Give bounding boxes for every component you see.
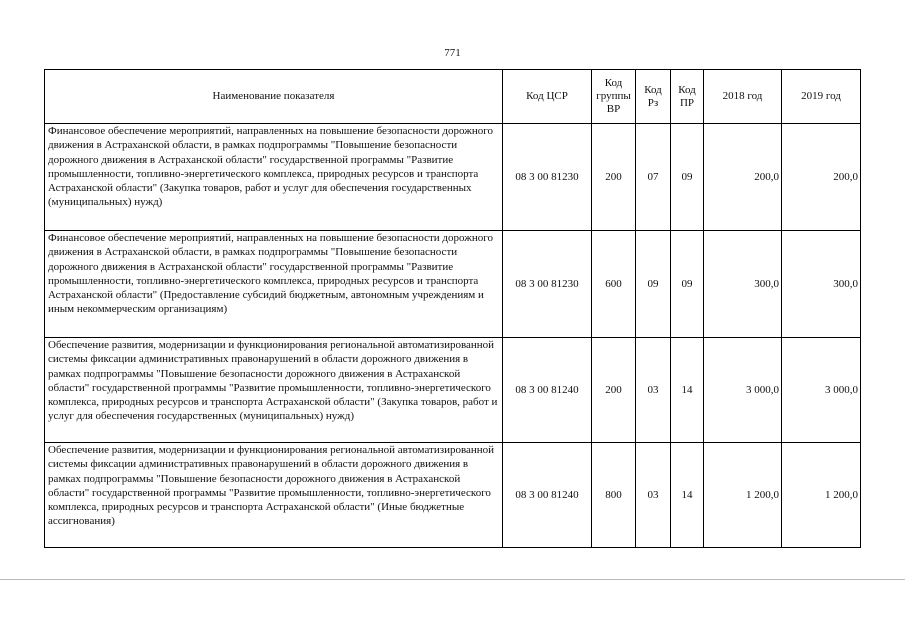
row-2018: 300,0 <box>704 231 782 338</box>
row-2018: 200,0 <box>704 124 782 231</box>
row-csr: 08 3 00 81240 <box>503 443 592 548</box>
header-pr: Код ПР <box>671 70 704 124</box>
header-csr: Код ЦСР <box>503 70 592 124</box>
row-vr: 200 <box>592 338 636 443</box>
row-2019: 3 000,0 <box>782 338 861 443</box>
header-vr: Код группы ВР <box>592 70 636 124</box>
table-row <box>45 231 861 338</box>
header-2018: 2018 год <box>704 70 782 124</box>
row-name: Обеспечение развития, модернизации и функционирования региональной автоматизированной системы фиксации административных правонарушений в области дорожного движения в рамках подпрограммы "Повышение безопасности дорожного движения в Астраханской области" государственной программы "Развитие промышленности, топливно-энергетического комплекса, природных ресурсов и транспорта Астраханской области" (Закупка товаров, работ и услуг для обеспечения государственных (муниципальных) нужд) <box>45 338 503 443</box>
page-bottom-divider <box>0 579 905 580</box>
row-pr: 14 <box>671 338 704 443</box>
row-rz: 09 <box>636 231 671 338</box>
row-2019: 1 200,0 <box>782 443 861 548</box>
row-2019: 300,0 <box>782 231 861 338</box>
row-2018: 3 000,0 <box>704 338 782 443</box>
page-number: 771 <box>444 47 461 59</box>
row-csr: 08 3 00 81240 <box>503 338 592 443</box>
row-csr: 08 3 00 81230 <box>503 124 592 231</box>
row-name: Финансовое обеспечение мероприятий, направленных на повышение безопасности дорожного движения в Астраханской области, в рамках подпрограммы "Повышение безопасности дорожного движения в Астраханской области" государственной программы "Развитие промышленности, топливно-энергетического комплекса, природных ресурсов и транспорта Астраханской области" (Закупка товаров, работ и услуг для обеспечения государственных (муниципальных) нужд) <box>45 124 503 231</box>
row-2019: 200,0 <box>782 124 861 231</box>
row-pr: 14 <box>671 443 704 548</box>
row-csr: 08 3 00 81230 <box>503 231 592 338</box>
row-rz: 07 <box>636 124 671 231</box>
header-row <box>45 70 861 124</box>
row-vr: 800 <box>592 443 636 548</box>
table-row <box>45 443 861 548</box>
header-rz: Код Рз <box>636 70 671 124</box>
budget-table <box>44 69 861 548</box>
row-name: Обеспечение развития, модернизации и функционирования региональной автоматизированной системы фиксации административных правонарушений в области дорожного движения в рамках подпрограммы "Повышение безопасности дорожного движения в Астраханской области" государственной программы "Развитие промышленности, топливно-энергетического комплекса, природных ресурсов и транспорта Астраханской области" (Иные бюджетные ассигнования) <box>45 443 503 548</box>
row-vr: 600 <box>592 231 636 338</box>
table-row <box>45 338 861 443</box>
header-name: Наименование показателя <box>45 70 503 124</box>
header-2019: 2019 год <box>782 70 861 124</box>
row-2018: 1 200,0 <box>704 443 782 548</box>
row-name: Финансовое обеспечение мероприятий, направленных на повышение безопасности дорожного движения в Астраханской области, в рамках подпрограммы "Повышение безопасности дорожного движения в Астраханской области" государственной программы "Развитие промышленности, топливно-энергетического комплекса, природных ресурсов и транспорта Астраханской области" (Предоставление субсидий бюджетным, автономным учреждениям и иным некоммерческим организациям) <box>45 231 503 338</box>
row-rz: 03 <box>636 443 671 548</box>
row-vr: 200 <box>592 124 636 231</box>
row-rz: 03 <box>636 338 671 443</box>
table-row <box>45 124 861 231</box>
row-pr: 09 <box>671 231 704 338</box>
row-pr: 09 <box>671 124 704 231</box>
